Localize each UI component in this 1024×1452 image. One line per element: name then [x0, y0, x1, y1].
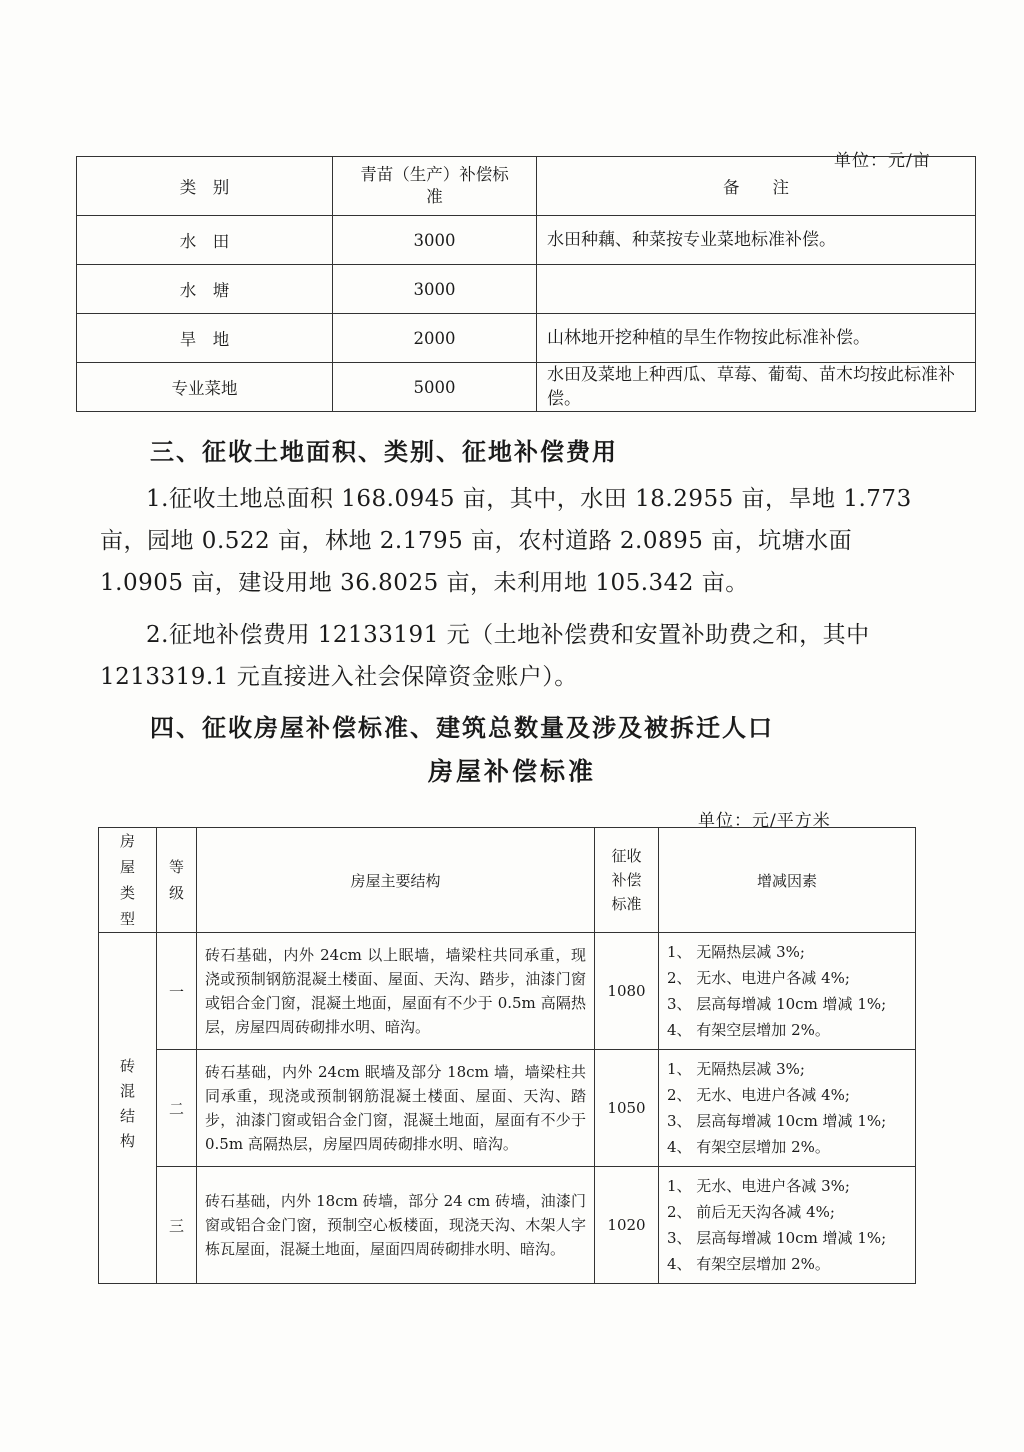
cell-factors [659, 933, 916, 1050]
cell-standard: 3000 [333, 216, 537, 265]
table-row [77, 216, 976, 265]
cell-remark: 山林地开挖种植的旱生作物按此标准补偿。 [537, 314, 976, 363]
table-row [77, 363, 976, 412]
cell-remark: 水田及菜地上种西瓜、草莓、葡萄、苗木均按此标准补偿。 [537, 363, 976, 412]
factor-item: 4、 有架空层增加 2%。 [667, 1138, 830, 1156]
cell-category: 旱 地 [77, 314, 333, 363]
table2-unit: 单位：元/平方米 [698, 811, 831, 831]
crop-compensation-table [76, 156, 976, 412]
cell-factors [659, 1167, 916, 1284]
cell-standard: 1080 [595, 933, 659, 1050]
cell-structure: 砖石基础，内外 24cm 眠墙及部分 18cm 墙，墙梁柱共同承重，现浇或预制钢筋混凝土楼面、屋面、天沟、踏步，油漆门窗或铝合金门窗，混凝土地面，屋面有不少于 0.5m 高隔热层，房屋四周砖砌排水明、暗沟。 [197, 1050, 595, 1167]
cell-category: 专业菜地 [77, 363, 333, 412]
house-type-label: 砖混结构 [118, 1058, 136, 1158]
factor-item: 3、 层高每增减 10cm 增减 1%; [667, 1229, 887, 1247]
table-row [77, 314, 976, 363]
table1-unit: 单位：元/亩 [834, 151, 931, 171]
cell-standard: 1050 [595, 1050, 659, 1167]
section3-heading: 三、征收土地面积、类别、征地补偿费用 [150, 437, 618, 466]
cell-remark: 水田种藕、种菜按专业菜地标准补偿。 [537, 216, 976, 265]
factor-item: 2、 前后无天沟各减 4%; [667, 1203, 835, 1221]
cell-category: 水 田 [77, 216, 333, 265]
factor-item: 1、 无隔热层减 3%; [667, 1060, 805, 1078]
factor-item: 1、 无隔热层减 3%; [667, 943, 805, 961]
cell-standard: 1020 [595, 1167, 659, 1284]
factor-item: 1、 无水、电进户各减 3%; [667, 1177, 850, 1195]
table-row [99, 933, 916, 1050]
header-standard: 征收补偿标准 [595, 828, 659, 933]
section3-paragraph-1: 1.征收土地总面积 168.0945 亩，其中，水田 18.2955 亩，旱地 1.773 亩，园地 0.522 亩，林地 2.1795 亩，农村道路 2.0895 亩，坑塘水面 1.0905 亩，建设用地 36.8025 亩，未利用地 105.342 亩。 [100, 486, 912, 596]
cell-factors [659, 1050, 916, 1167]
header-category: 类 别 [77, 157, 333, 216]
header-standard: 青苗（生产）补偿标准 [333, 157, 537, 216]
house-table-title: 房屋补偿标准 [427, 757, 596, 786]
cell-remark [537, 265, 976, 314]
cell-grade: 三 [157, 1167, 197, 1284]
factor-item: 4、 有架空层增加 2%。 [667, 1021, 830, 1039]
header-grade: 等级 [157, 828, 197, 933]
factor-item: 3、 层高每增减 10cm 增减 1%; [667, 995, 887, 1013]
header-remark: 备 注 [537, 157, 976, 216]
section3-paragraph-2: 2.征地补偿费用 12133191 元（土地补偿费和安置补助费之和，其中 1213319.1 元直接进入社会保障资金账户）。 [100, 622, 870, 690]
factor-item: 2、 无水、电进户各减 4%; [667, 969, 850, 987]
table-row [77, 265, 976, 314]
cell-standard: 5000 [333, 363, 537, 412]
factor-item: 4、 有架空层增加 2%。 [667, 1255, 830, 1273]
house-compensation-table [98, 827, 916, 1284]
section4-heading: 四、征收房屋补偿标准、建筑总数量及涉及被拆迁人口 [150, 713, 774, 742]
factor-item: 2、 无水、电进户各减 4%; [667, 1086, 850, 1104]
cell-standard: 2000 [333, 314, 537, 363]
table-header-row [99, 828, 916, 933]
header-type: 房屋类型 [99, 828, 157, 933]
cell-standard: 3000 [333, 265, 537, 314]
header-factors: 增减因素 [659, 828, 916, 933]
factor-item: 3、 层高每增减 10cm 增减 1%; [667, 1112, 887, 1130]
table-row [99, 1050, 916, 1167]
cell-grade: 二 [157, 1050, 197, 1167]
cell-structure: 砖石基础，内外 18cm 砖墙，部分 24 cm 砖墙，油漆门窗或铝合金门窗，预制空心板楼面，现浇天沟、木架人字栋瓦屋面，混凝土地面，屋面四周砖砌排水明、暗沟。 [197, 1167, 595, 1284]
cell-category: 水 塘 [77, 265, 333, 314]
table-header-row [77, 157, 976, 216]
cell-structure: 砖石基础，内外 24cm 以上眠墙，墙梁柱共同承重，现浇或预制钢筋混凝土楼面、屋面、天沟、踏步，油漆门窗或铝合金门窗，混凝土地面，屋面有不少于 0.5m 高隔热层，房屋四周砖砌排水明、暗沟。 [197, 933, 595, 1050]
house-type-cell [99, 933, 157, 1284]
header-structure: 房屋主要结构 [197, 828, 595, 933]
table-row [99, 1167, 916, 1284]
cell-grade: 一 [157, 933, 197, 1050]
